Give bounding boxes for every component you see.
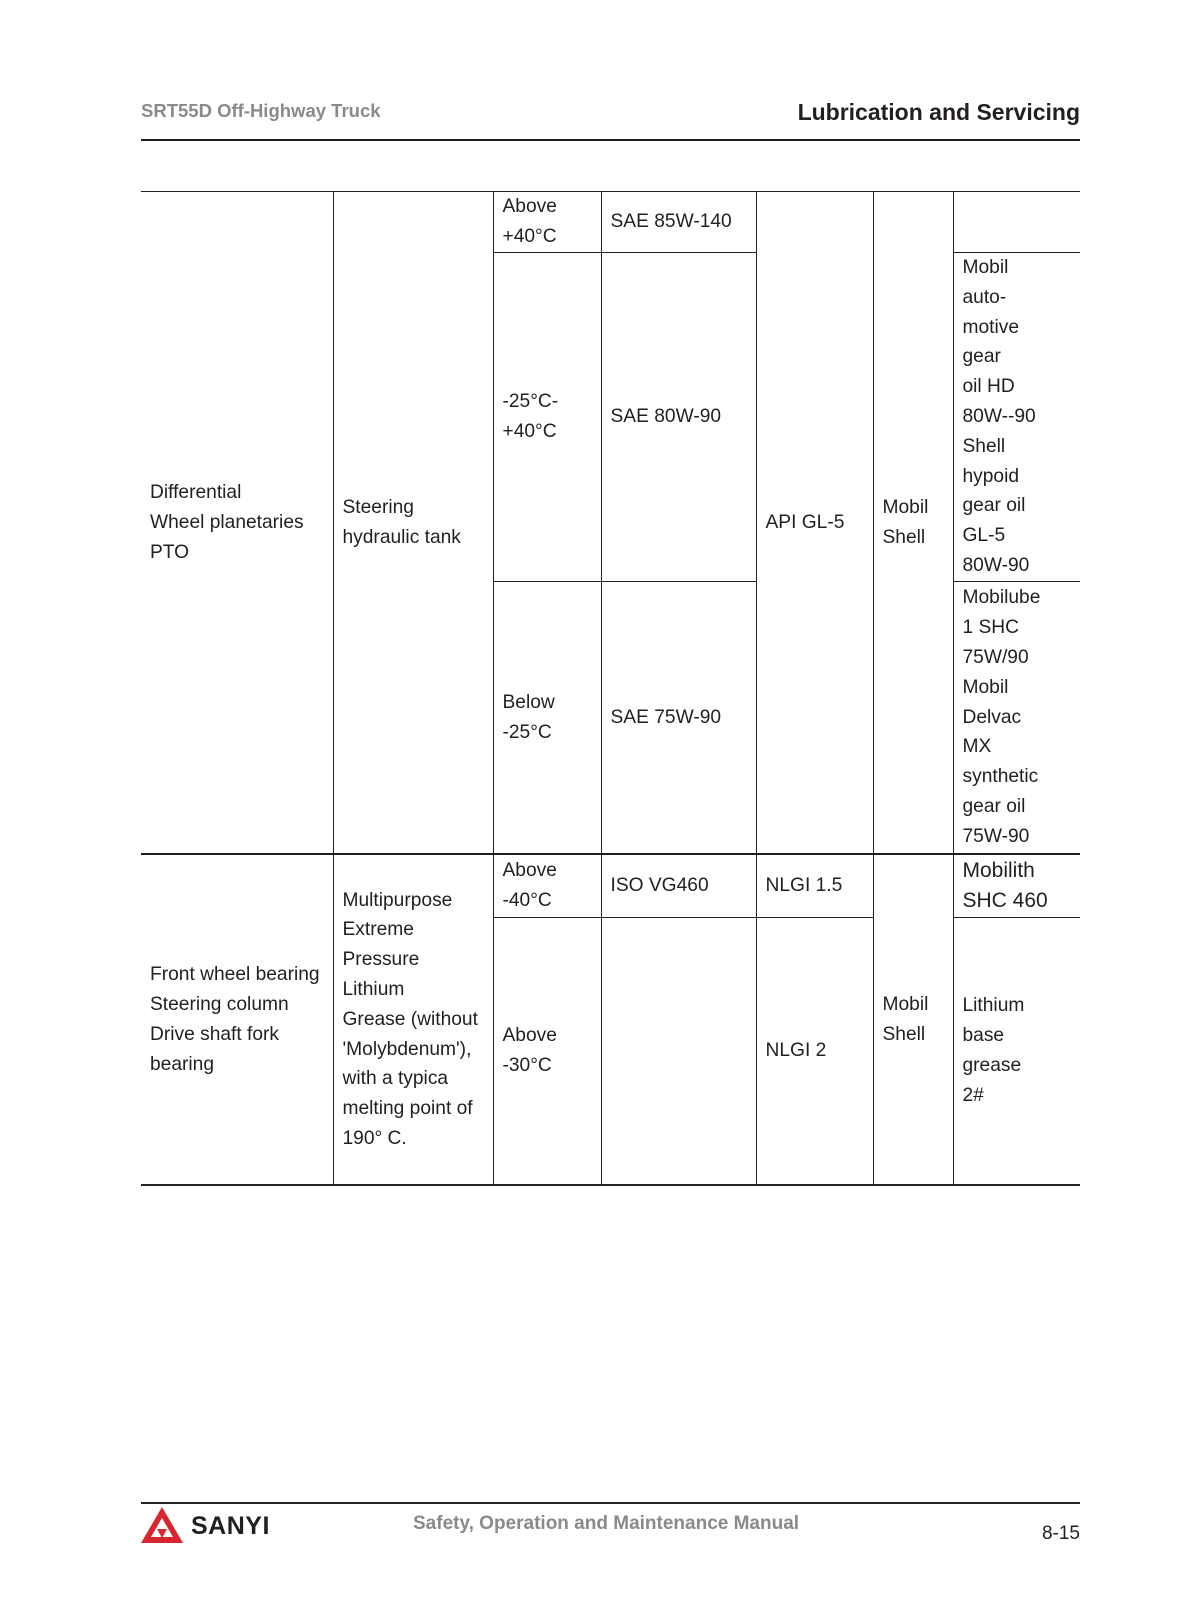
product [953, 192, 1080, 253]
logo-wordmark: SANYI [191, 1511, 270, 1540]
viscosity-grade: SAE 80W-90 [601, 253, 756, 582]
header-doc-title: SRT55D Off-Highway Truck [141, 100, 381, 121]
brand: Mobil Shell [873, 192, 953, 855]
table-row [141, 854, 1080, 917]
header-divider [141, 139, 1080, 141]
table-row [141, 192, 1080, 253]
temperature-range: Above -40°C [493, 854, 601, 917]
reservoir: Steering hydraulic tank [333, 192, 493, 855]
temperature-range: Below -25°C [493, 581, 601, 854]
viscosity-grade: SAE 75W-90 [601, 581, 756, 854]
nlgi-grade: NLGI 2 [756, 917, 873, 1185]
viscosity-grade: SAE 85W-140 [601, 192, 756, 253]
lubrication-points: Front wheel bearing Steering column Drive shaft fork bearing [141, 854, 333, 1185]
page-number: 8-15 [1041, 1523, 1080, 1544]
viscosity-grade [601, 917, 756, 1185]
product: Lithium base grease 2# [953, 917, 1080, 1185]
product: Mobilith SHC 460 [953, 854, 1080, 917]
product: Mobil auto- motive gear oil HD 80W--90 Shell hypoid gear oil GL-5 80W-90 [953, 253, 1080, 582]
grease-type: Multipurpose Extreme Pressure Lithium Grease (without 'Molybdenum'), with a typica melting point of 190° C. [333, 854, 493, 1185]
nlgi-grade: NLGI 1.5 [756, 854, 873, 917]
temperature-range: -25°C- +40°C [493, 253, 601, 582]
temperature-range: Above -30°C [493, 917, 601, 1185]
product: Mobilube 1 SHC 75W/90 Mobil Delvac MX synthetic gear oil 75W-90 [953, 581, 1080, 854]
lubrication-points: Differential Wheel planetaries PTO [141, 192, 333, 855]
footer-divider [141, 1502, 1080, 1504]
sanyi-logo-icon [139, 1505, 185, 1547]
api-spec: API GL-5 [756, 192, 873, 855]
sanyi-logo [139, 1505, 270, 1547]
lubricant-table [141, 191, 1080, 1186]
header-section-title: Lubrication and Servicing [797, 99, 1080, 125]
footer-manual-title: Safety, Operation and Maintenance Manual [413, 1513, 800, 1534]
brand: Mobil Shell [873, 854, 953, 1185]
viscosity-grade: ISO VG460 [601, 854, 756, 917]
temperature-range: Above +40°C [493, 192, 601, 253]
